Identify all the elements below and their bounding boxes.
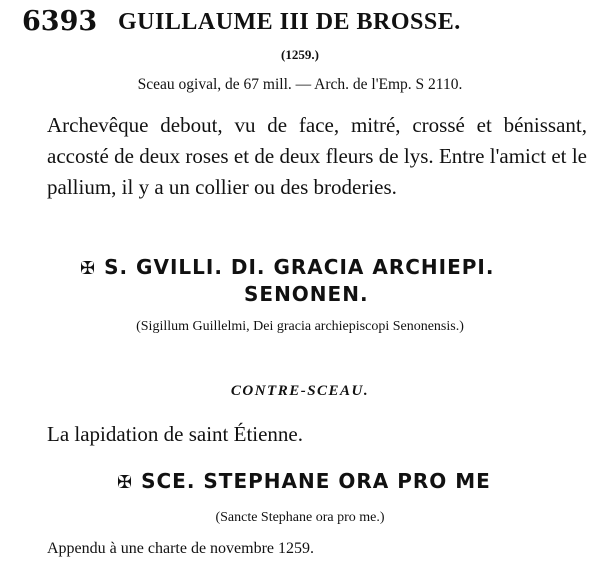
legend-translation: (Sigillum Guillelmi, Dei gracia archiepiscopi Senonensis.) <box>136 319 464 334</box>
description-line: bénissant, accosté de deux roses et de deux fleurs de <box>47 113 587 168</box>
seal-description <box>47 110 587 203</box>
entry-title: GUILLAUME III DE BROSSE. <box>118 9 461 35</box>
counter-legend-text: SCE. STEPHANE ORA PRO ME <box>141 469 491 493</box>
counter-seal-heading: CONTRE-SCEAU. <box>230 383 370 399</box>
seal-info: Sceau ogival, de 67 mill. — Arch. de l'Emp. S 2110. <box>137 76 463 93</box>
description-line: broderies. <box>313 175 397 199</box>
entry-number: 6393 <box>22 6 98 37</box>
attachment-note: Appendu à une charte de novembre 1259. <box>47 540 315 557</box>
counter-seal-legend <box>117 469 491 493</box>
legend-text-1: S. GVILLI. DI. GRACIA ARCHIEPI. <box>104 255 495 279</box>
seal-legend-line-2 <box>244 282 369 306</box>
seal-date: (1259.) <box>281 47 319 62</box>
description-line: lys. Entre l'amict et le pallium, il y a un collier ou des <box>47 144 587 199</box>
maltese-cross-icon: ✠ <box>117 472 134 493</box>
description-line: Archevêque debout, vu de face, mitré, crossé et <box>47 113 504 137</box>
maltese-cross-icon: ✠ <box>80 258 97 279</box>
counter-seal-description: La lapidation de saint Étienne. <box>47 422 303 446</box>
seal-legend-line-1 <box>80 255 494 279</box>
counter-legend-translation: (Sancte Stephane ora pro me.) <box>215 510 385 525</box>
legend-text-2: SENONEN. <box>244 282 369 306</box>
